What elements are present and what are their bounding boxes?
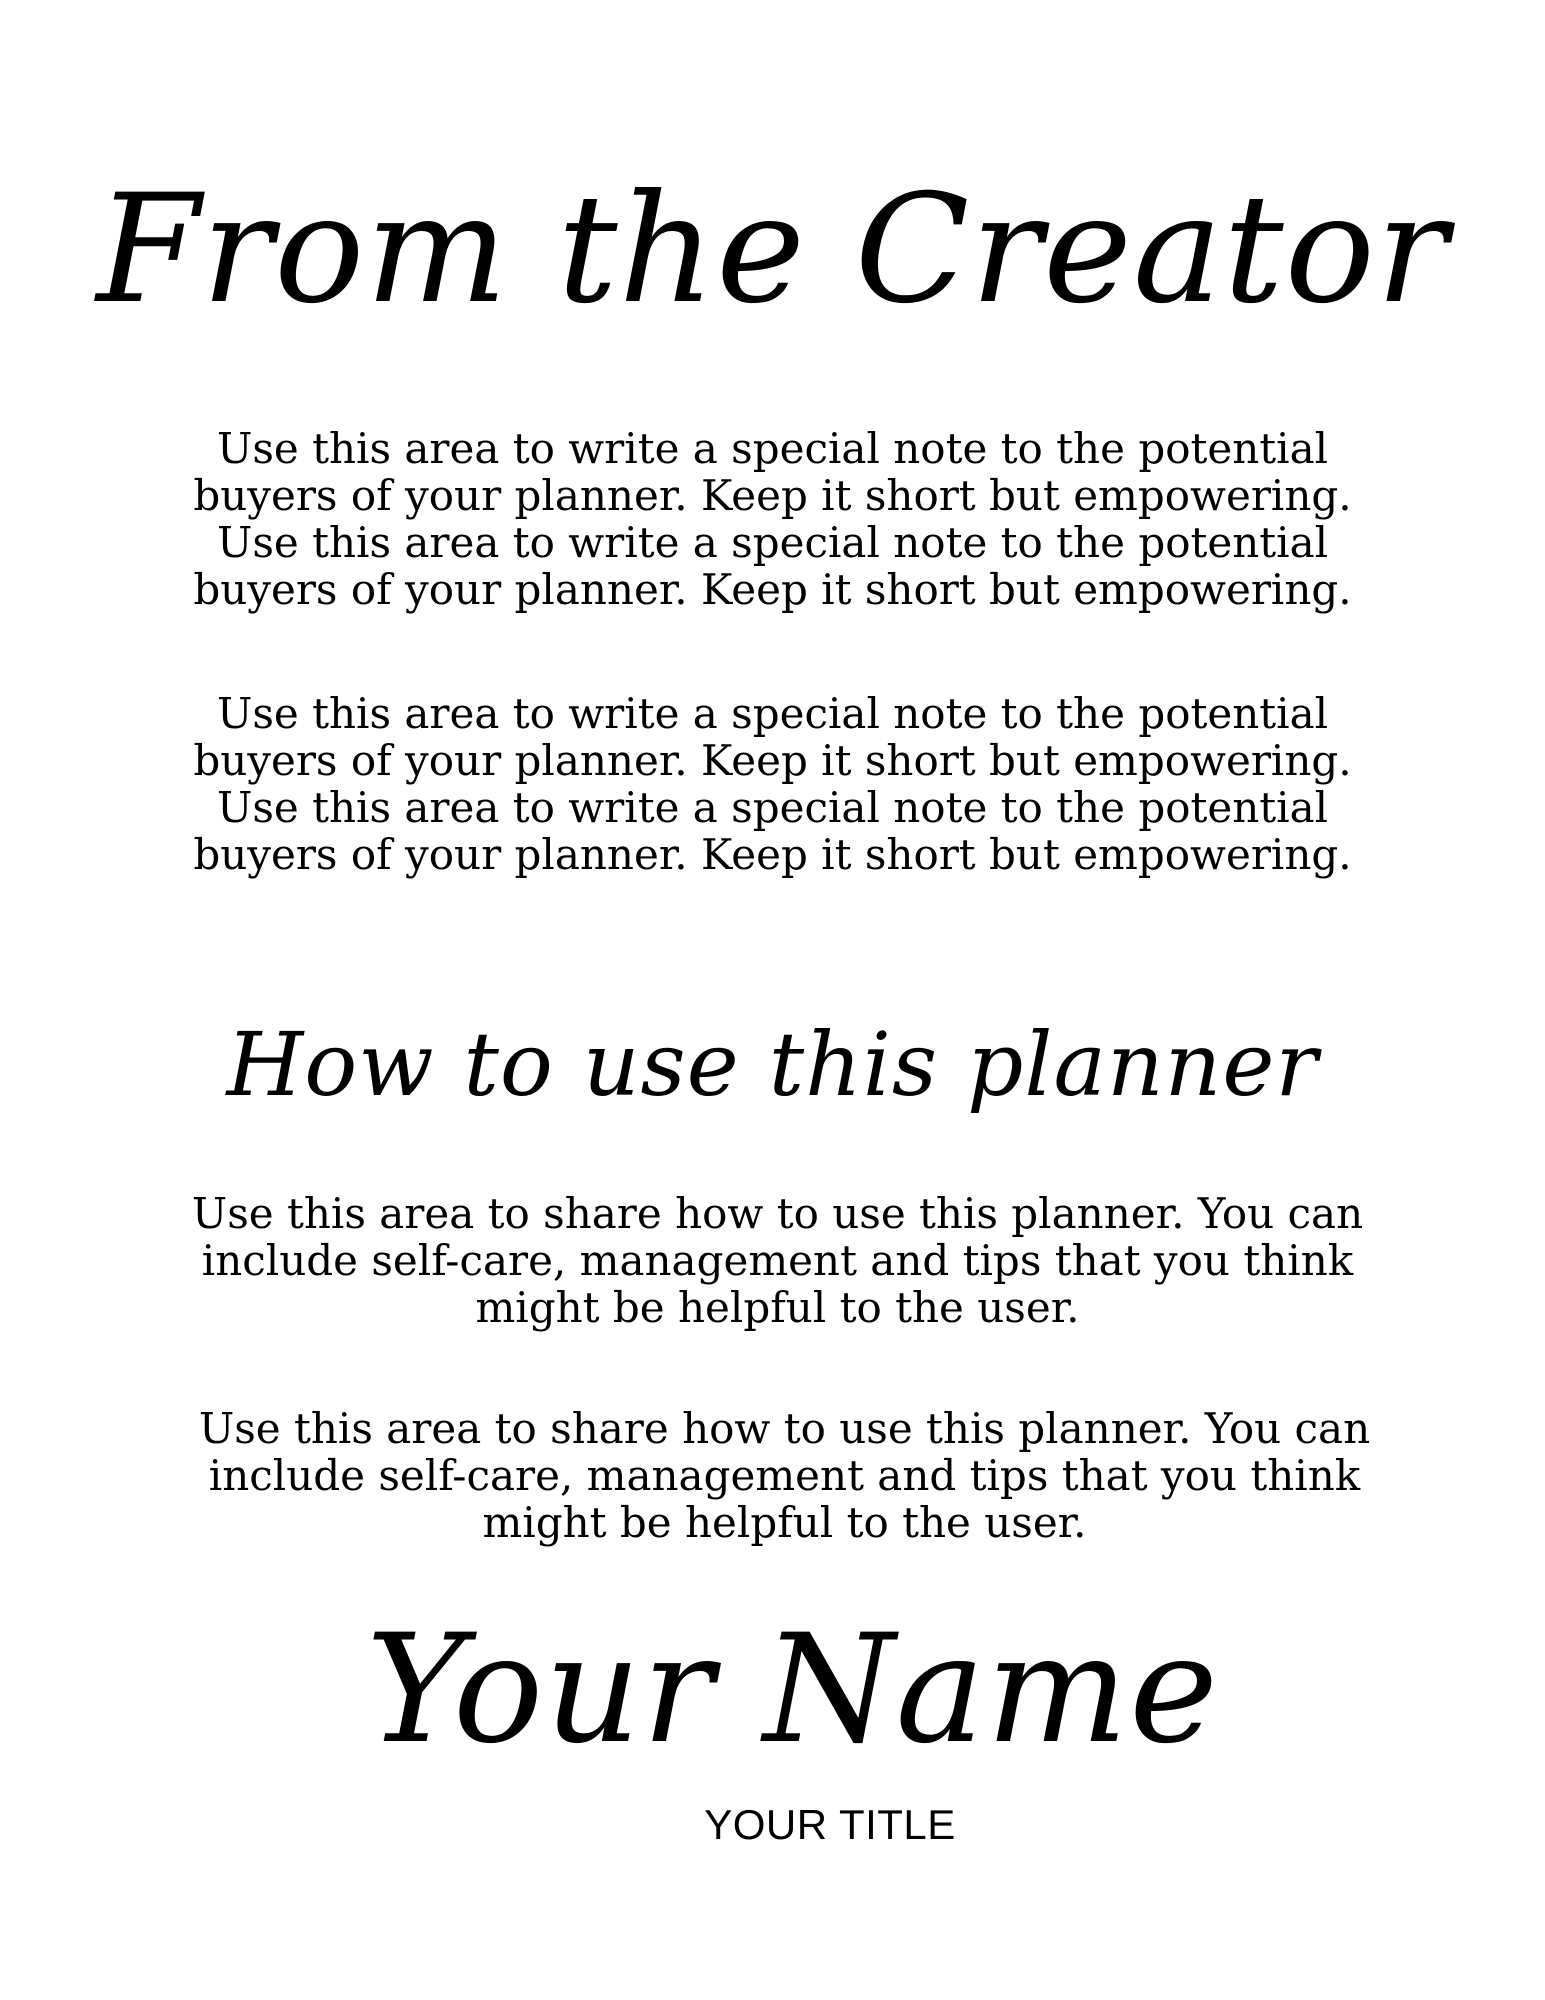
how-to-use-paragraph-1: Use this area to share how to use this planner. You can include self-care, management and tips that you think might be helpful to the user. [191, 1189, 1364, 1332]
how-to-use-paragraph-2: Use this area to share how to use this planner. You can include self-care, management and tips that you think might be helpful to the user. [198, 1404, 1371, 1547]
how-to-use-heading: How to use this planner [226, 1013, 1319, 1116]
creator-note-paragraph-2: Use this area to write a special note to the potential buyers of your planner. Keep it short but empowering. Use this area to write a special note to the potential buyers of your planner. Keep it short but empowering. [193, 689, 1352, 879]
creator-note-paragraph-1: Use this area to write a special note to the potential buyers of your planner. Keep it short but empowering. Use this area to write a special note to the potential buyers of your planner. Keep it short but empowering. [193, 424, 1352, 614]
signature-name: Your Name [366, 1603, 1219, 1777]
page-title: From the Creator [96, 163, 1449, 337]
signature-title: YOUR TITLE [704, 1801, 956, 1848]
